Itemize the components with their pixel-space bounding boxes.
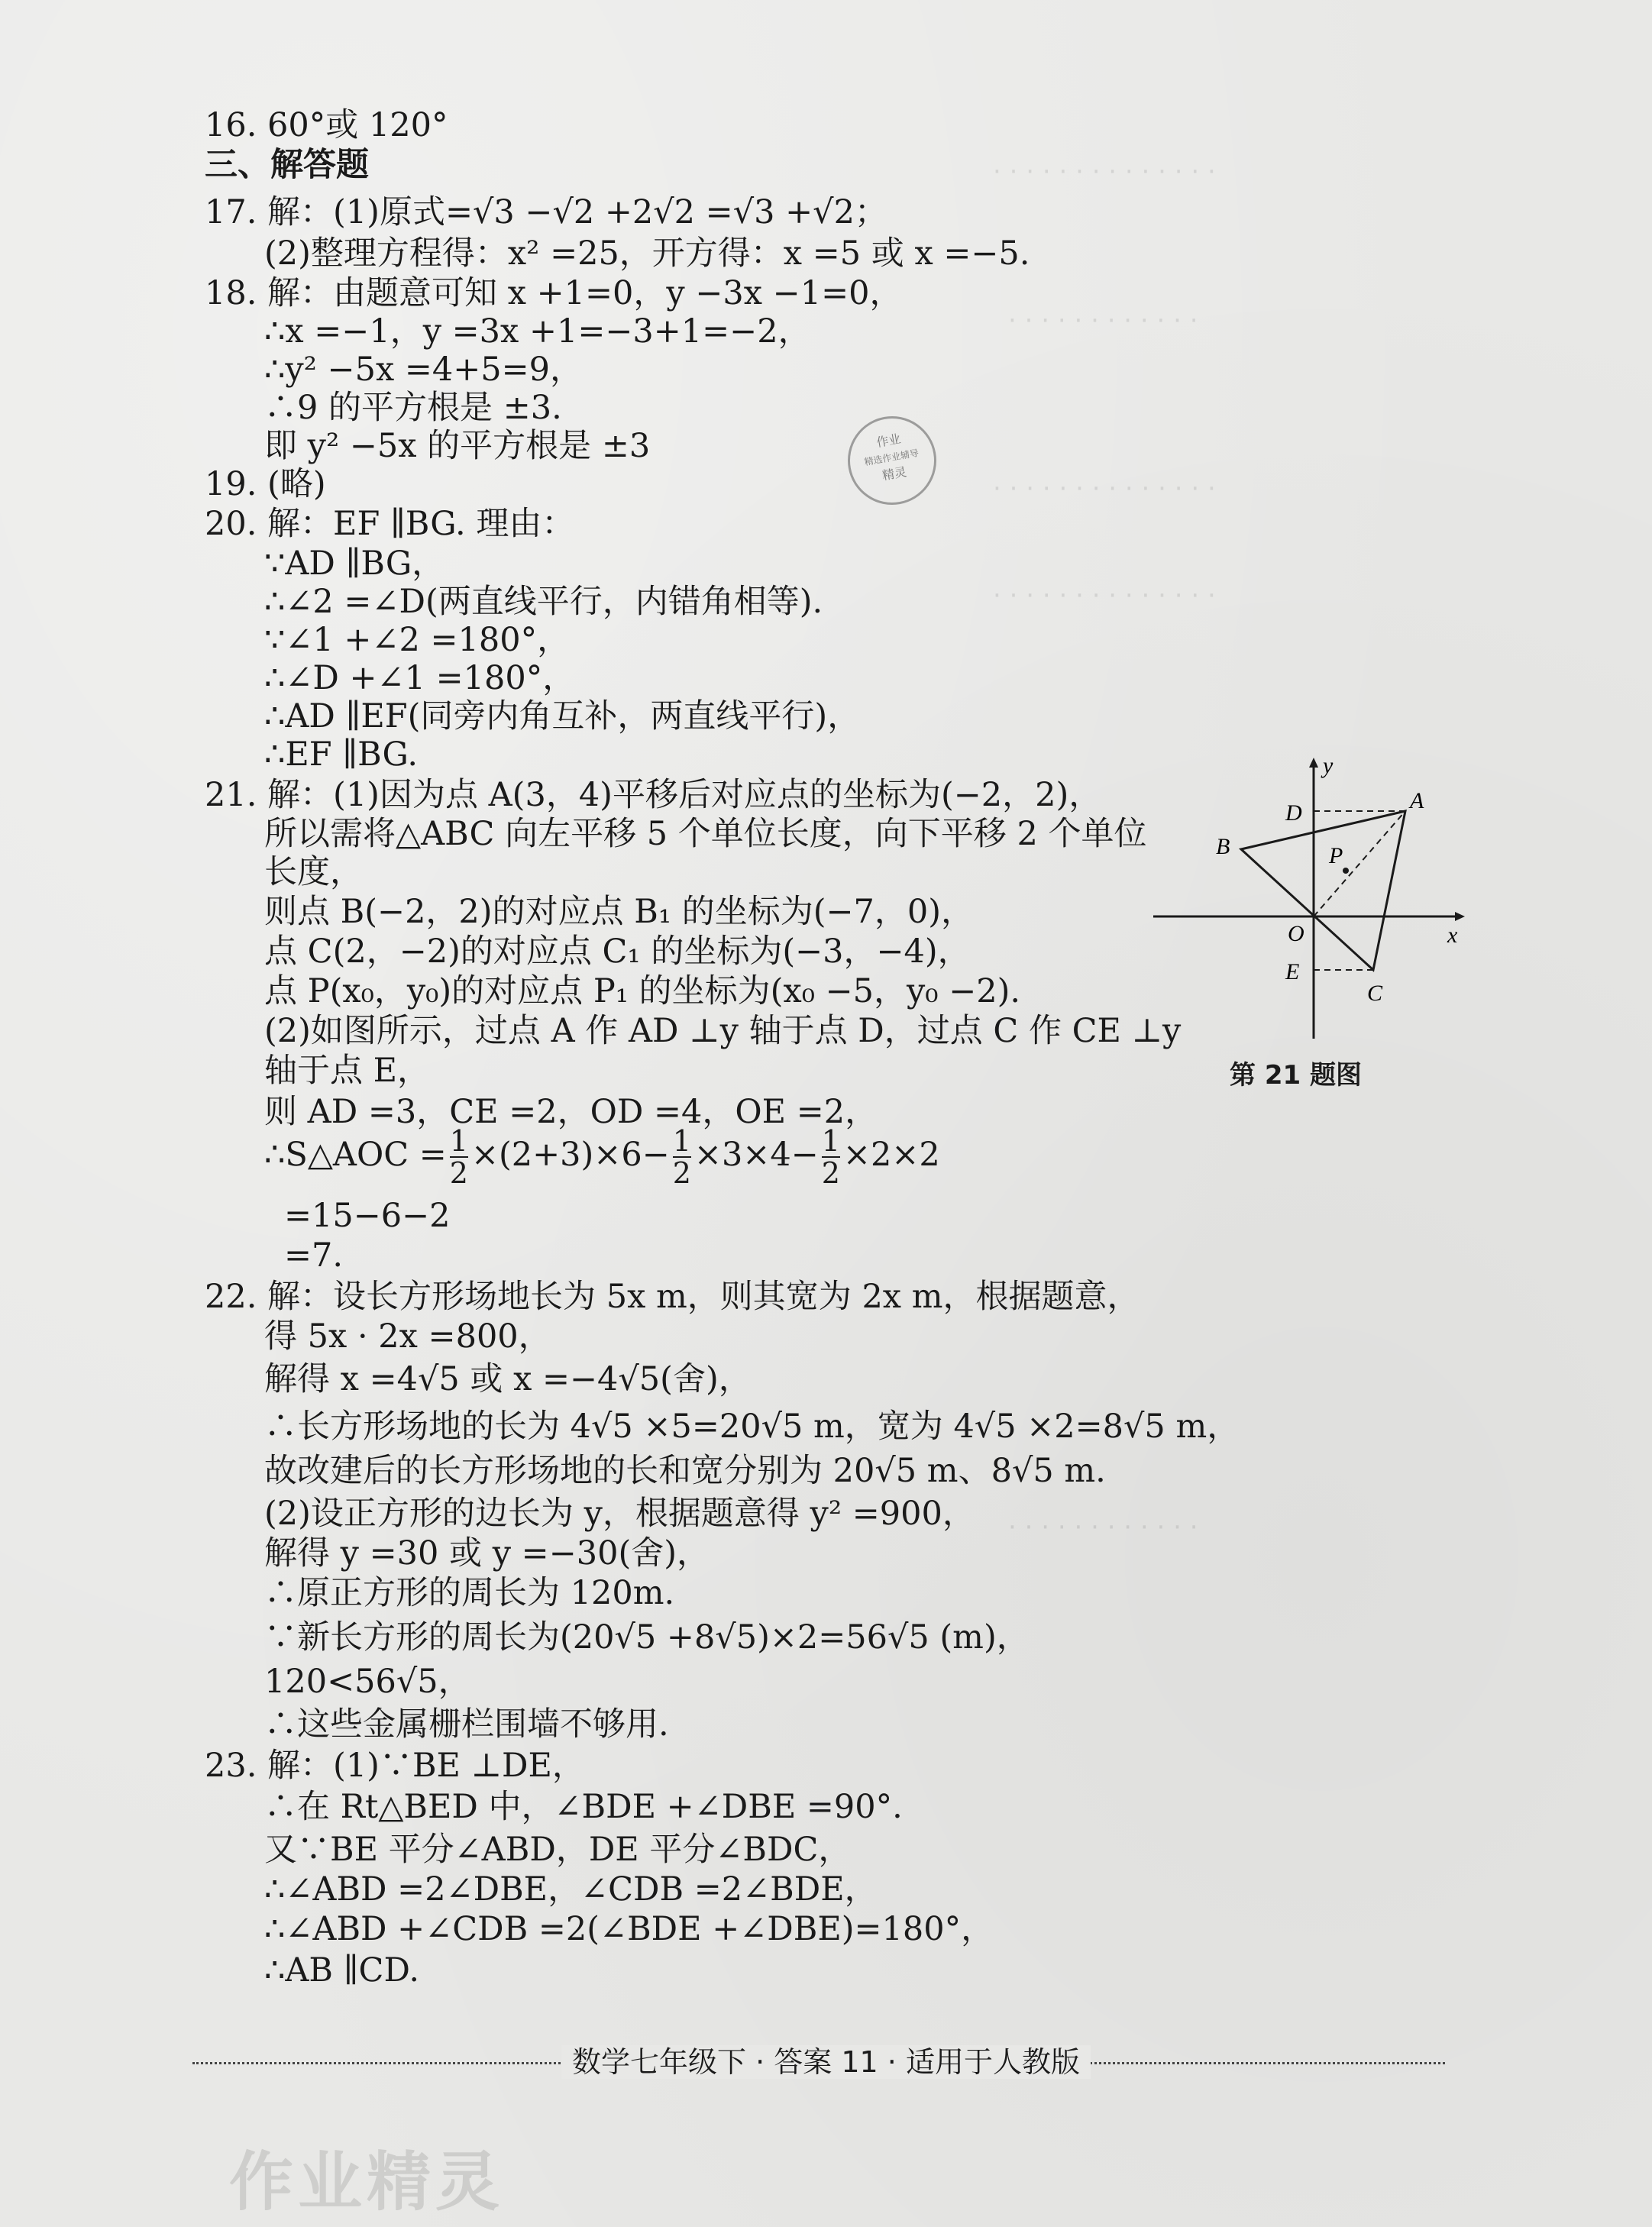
answer-line-19: 19. (略) — [205, 465, 326, 503]
label-c: C — [1367, 981, 1383, 1006]
answer-line: 得 5x · 2x =800， — [264, 1317, 551, 1356]
fraction — [450, 1126, 468, 1188]
area-formula — [264, 1109, 940, 1201]
answer-line: 即 y² −5x 的平方根是 ±3 — [264, 427, 651, 465]
answer-line: =7. — [284, 1236, 344, 1275]
bleed-through-text: · · · · · · · · · · · · · · — [993, 580, 1216, 611]
answer-line: (2)设正方形的边长为 y，根据题意得 y² =900， — [264, 1495, 975, 1533]
answer-line: ∴原正方形的周长为 120m. — [264, 1574, 675, 1612]
fraction-numerator: 1 — [672, 1124, 691, 1158]
bleed-through-text: · · · · · · · · · · · · · · — [993, 157, 1216, 187]
fraction-denominator: 2 — [449, 1156, 468, 1190]
answer-line: ∵∠1 +∠2 =180°， — [264, 621, 571, 659]
answer-line: ∴AB ∥CD. — [264, 1951, 420, 1989]
fraction-denominator: 2 — [672, 1156, 691, 1190]
fraction-denominator: 2 — [821, 1156, 840, 1190]
section-heading: 三、解答题 — [205, 146, 369, 184]
x-axis-arrow — [1455, 912, 1465, 921]
triangle-abc — [1241, 811, 1405, 970]
answer-line: (2)如图所示，过点 A 作 AD ⊥y 轴于点 D，过点 C 作 CE ⊥y — [264, 1012, 1182, 1050]
label-d: D — [1285, 800, 1302, 826]
stamp-text: 精选作业辅导 — [863, 447, 920, 468]
answer-line: ∴EF ∥BG. — [264, 735, 418, 774]
answer-line-23: 23. 解：(1)∵BE ⊥DE， — [205, 1747, 585, 1785]
label-o: O — [1288, 921, 1304, 946]
stamp-text: 作业 — [874, 431, 902, 451]
x-axis-label: x — [1447, 923, 1458, 948]
answer-line: ∴∠2 =∠D(两直线平行，内错角相等). — [264, 583, 823, 621]
watermark-logo: 作业精灵 — [229, 2144, 505, 2219]
answer-line-21: 21. 解：(1)因为点 A(3，4)平移后对应点的坐标为(−2，2)， — [205, 776, 1102, 814]
geometry-figure — [1146, 756, 1466, 1046]
answer-line: ∴x =−1，y =3x +1=−3+1=−2， — [264, 312, 811, 351]
answer-line-17: 17. 解：(1)原式=√3 −√2 +2√2 =√3 +√2； — [205, 193, 887, 231]
stamp-logo — [841, 409, 943, 512]
answer-line: 所以需将△ABC 向左平移 5 个单位长度，向下平移 2 个单位 — [264, 815, 1147, 853]
coordinate-diagram — [1146, 756, 1466, 1046]
answer-line: 轴于点 E， — [264, 1052, 431, 1090]
answer-line-20: 20. 解：EF ∥BG. 理由： — [205, 505, 575, 543]
answer-line: 则点 B(−2，2)的对应点 B₁ 的坐标为(−7，0)， — [264, 893, 975, 931]
formula-lhs: ∴S△AOC = — [264, 1136, 447, 1174]
answer-line: =15−6−2 — [284, 1197, 451, 1235]
label-e: E — [1285, 959, 1300, 984]
label-p: P — [1329, 843, 1343, 868]
formula-part: ×2×2 — [842, 1136, 940, 1174]
bleed-through-text: · · · · · · · · · · · · — [1008, 1512, 1198, 1543]
answer-line: ∴∠ABD =2∠DBE，∠CDB =2∠BDE， — [264, 1870, 878, 1909]
fraction-numerator: 1 — [449, 1124, 468, 1158]
answer-line: ∴∠ABD +∠CDB =2(∠BDE +∠DBE)=180°， — [264, 1910, 994, 1948]
stamp-text: 精灵 — [881, 464, 908, 483]
answer-line: ∴AD ∥EF(同旁内角互补，两直线平行)， — [264, 697, 861, 735]
answer-line: ∴9 的平方根是 ±3. — [264, 389, 562, 427]
answer-line: ∴y² −5x =4+5=9， — [264, 351, 584, 389]
answer-line: 120<56√5， — [264, 1663, 471, 1701]
footer-text: 数学七年级下 · 答案 11 · 适用于人教版 — [561, 2045, 1091, 2079]
answer-line-18: 18. 解：由题意可知 x +1=0，y −3x −1=0， — [205, 274, 903, 312]
answer-line-16: 16. 60°或 120° — [205, 106, 448, 144]
answer-line: ∴在 Rt△BED 中，∠BDE +∠DBE =90°. — [264, 1788, 903, 1826]
answer-line: 解得 y =30 或 y =−30(舍)， — [264, 1534, 710, 1572]
y-axis-arrow — [1309, 758, 1318, 768]
dashed-line-oa — [1314, 811, 1405, 916]
answer-line: 则 AD =3，CE =2，OD =4，OE =2， — [264, 1093, 878, 1131]
answer-line: 故改建后的长方形场地的长和宽分别为 20√5 m、8√5 m. — [264, 1452, 1106, 1490]
page-footer — [0, 2044, 1652, 2080]
fraction — [673, 1126, 691, 1188]
label-a: A — [1410, 788, 1424, 813]
figure-caption: 第 21 题图 — [1230, 1060, 1362, 1091]
answer-line: 解得 x =4√5 或 x =−4√5(舍)， — [264, 1360, 752, 1398]
answer-line: ∴∠D +∠1 =180°， — [264, 659, 576, 697]
answer-line: ∴长方形场地的长为 4√5 ×5=20√5 m，宽为 4√5 ×2=8√5 m， — [264, 1408, 1240, 1446]
label-b: B — [1216, 834, 1230, 859]
fraction-numerator: 1 — [821, 1124, 840, 1158]
point-p — [1343, 868, 1349, 874]
fraction — [822, 1126, 840, 1188]
answer-line-22: 22. 解：设长方形场地长为 5x m，则其宽为 2x m，根据题意， — [205, 1278, 1140, 1316]
answer-line: ∴这些金属栅栏围墙不够用. — [264, 1705, 669, 1744]
answer-line: 点 P(x₀，y₀)的对应点 P₁ 的坐标为(x₀ −5，y₀ −2). — [264, 972, 1021, 1010]
y-axis-label: y — [1323, 756, 1334, 778]
answer-line: 长度， — [264, 853, 363, 891]
answer-line: (2)整理方程得：x² =25，开方得：x =5 或 x =−5. — [264, 234, 1030, 273]
formula-part: ×(2+3)×6− — [470, 1136, 670, 1174]
answer-line: 点 C(2，−2)的对应点 C₁ 的坐标为(−3，−4)， — [264, 932, 971, 971]
answer-line: 又∵BE 平分∠ABD，DE 平分∠BDC， — [264, 1831, 852, 1869]
formula-part: ×3×4− — [693, 1136, 819, 1174]
bleed-through-text: · · · · · · · · · · · · · · — [993, 474, 1216, 504]
answer-line: ∵新长方形的周长为(20√5 +8√5)×2=56√5 (m)， — [264, 1618, 1030, 1657]
answer-line: ∵AD ∥BG， — [264, 545, 445, 583]
bleed-through-text: · · · · · · · · · · · · — [1008, 305, 1198, 336]
